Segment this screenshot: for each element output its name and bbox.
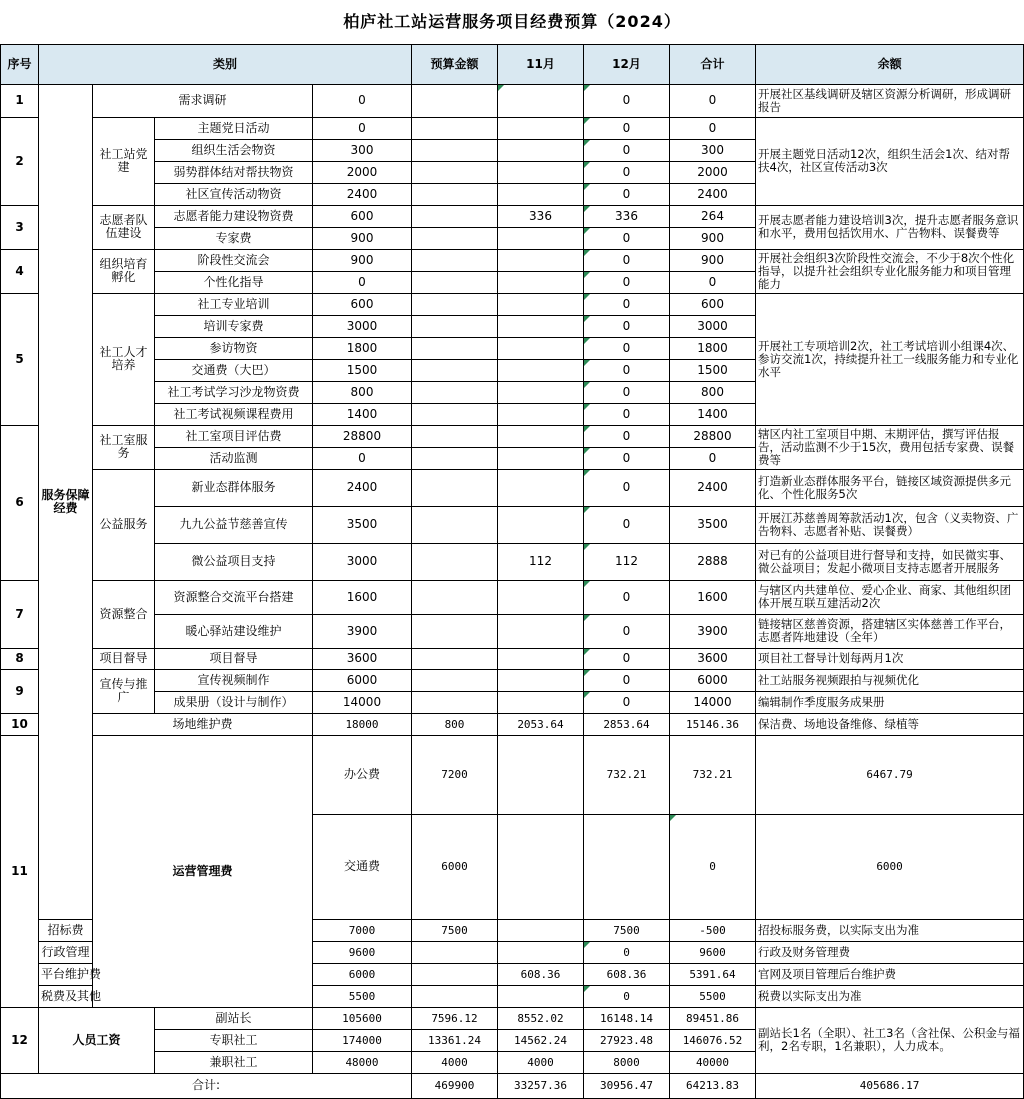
dec-cell [498, 425, 584, 447]
budget-cell: 0 [313, 447, 412, 469]
total-cell: 0 [584, 359, 670, 381]
balance-cell: 6000 [756, 814, 1024, 919]
item-label: 专职社工 [155, 1029, 313, 1051]
total-cell: 0 [584, 293, 670, 315]
nov-cell [412, 359, 498, 381]
dec-cell [498, 161, 584, 183]
nov-cell: 4000 [412, 1051, 498, 1073]
dec-cell [498, 403, 584, 425]
subcategory-cell: 宣传与推广 [93, 669, 155, 713]
nov-cell [412, 963, 498, 985]
dec-cell [498, 648, 584, 669]
header-seq: 序号 [1, 44, 39, 84]
budget-cell: 2000 [313, 161, 412, 183]
dec-cell [498, 249, 584, 271]
balance-cell: -500 [670, 919, 756, 941]
total-cell: 0 [584, 614, 670, 648]
nov-cell [412, 543, 498, 580]
dec-cell [498, 985, 584, 1007]
nov-cell [412, 117, 498, 139]
total-cell: 0 [584, 469, 670, 506]
note-cell: 对已有的公益项目进行督导和支持，如民微实事、微公益项目；发起小微项目支持志愿者开展服务 [756, 543, 1024, 580]
nov-cell [412, 271, 498, 293]
balance-cell: 146076.52 [670, 1029, 756, 1051]
dec-cell [584, 814, 670, 919]
header-balance: 余额 [756, 44, 1024, 84]
balance-cell: 14000 [670, 691, 756, 713]
total-cell: 0 [584, 403, 670, 425]
budget-cell: 28800 [313, 425, 412, 447]
balance-cell: 264 [670, 205, 756, 227]
dec-cell [498, 84, 584, 117]
header-total: 合计 [670, 44, 756, 84]
balance-cell: 1400 [670, 403, 756, 425]
footer-balance: 405686.17 [756, 1073, 1024, 1098]
dec-cell: 732.21 [584, 735, 670, 814]
item-label: 培训专家费 [155, 315, 313, 337]
item-label: 九九公益节慈善宣传 [155, 506, 313, 543]
nov-cell [412, 506, 498, 543]
header-budget: 预算金额 [412, 44, 498, 84]
item-label: 弱势群体结对帮扶物资 [155, 161, 313, 183]
budget-cell: 300 [313, 139, 412, 161]
note-cell: 与辖区内共建单位、爱心企业、商家、其他组织团体开展互联互建活动2次 [756, 580, 1024, 614]
nov-cell: 800 [412, 713, 498, 735]
budget-cell: 1500 [313, 359, 412, 381]
dec-cell [498, 183, 584, 205]
balance-cell: 300 [670, 139, 756, 161]
footer-budget: 469900 [412, 1073, 498, 1098]
dec-cell [498, 941, 584, 963]
balance-cell: 1600 [670, 580, 756, 614]
item-label: 参访物资 [155, 337, 313, 359]
total-cell: 0 [584, 271, 670, 293]
dec-cell [498, 337, 584, 359]
total-cell: 0 [584, 580, 670, 614]
item-label: 成果册（设计与制作） [155, 691, 313, 713]
dec-cell [498, 139, 584, 161]
total-cell: 0 [584, 139, 670, 161]
total-cell: 0 [584, 669, 670, 691]
subcategory-cell: 志愿者队伍建设 [93, 205, 155, 249]
budget-cell: 48000 [313, 1051, 412, 1073]
total-cell: 0 [584, 447, 670, 469]
nov-cell [412, 161, 498, 183]
nov-cell [412, 337, 498, 359]
budget-cell: 900 [313, 227, 412, 249]
dec-cell [498, 359, 584, 381]
nov-cell [412, 941, 498, 963]
item-label: 交通费（大巴） [155, 359, 313, 381]
total-cell: 16148.14 [584, 1007, 670, 1029]
group-ops: 运营管理费 [93, 735, 313, 1007]
total-cell: 112 [584, 543, 670, 580]
balance-cell: 0 [670, 117, 756, 139]
balance-cell: 5500 [670, 985, 756, 1007]
item-label: 行政管理 [39, 941, 93, 963]
dec-cell [498, 580, 584, 614]
balance-cell: 900 [670, 249, 756, 271]
sheet-title: 柏庐社工站运营服务项目经费预算（2024） [1, 0, 1024, 44]
nov-cell [412, 315, 498, 337]
item-label: 活动监测 [155, 447, 313, 469]
seq-cell: 8 [1, 648, 39, 669]
note-cell: 社工站服务视频跟拍与视频优化 [756, 669, 1024, 691]
item-label: 兼职社工 [155, 1051, 313, 1073]
note-cell: 开展江苏慈善周筹款活动1次，包含（义卖物资、广告物料、志愿者补贴、误餐费） [756, 506, 1024, 543]
footer-nov: 33257.36 [498, 1073, 584, 1098]
nov-cell [412, 447, 498, 469]
dec-cell [498, 447, 584, 469]
nov-cell [412, 139, 498, 161]
dec-cell [498, 117, 584, 139]
nov-cell [412, 205, 498, 227]
group-staff: 人员工资 [39, 1007, 155, 1073]
total-cell: 7500 [584, 919, 670, 941]
item-label: 场地维护费 [93, 713, 313, 735]
budget-cell: 0 [313, 271, 412, 293]
budget-cell: 105600 [313, 1007, 412, 1029]
nov-cell [498, 735, 584, 814]
item-label: 社区宣传活动物资 [155, 183, 313, 205]
note-cell: 开展社工专项培训2次，社工考试培训小组课4次、参访交流1次，持续提升社工一线服务能力和专业化水平 [756, 293, 1024, 425]
nov-cell [412, 84, 498, 117]
item-label: 宣传视频制作 [155, 669, 313, 691]
nov-cell [412, 249, 498, 271]
dec-cell: 608.36 [498, 963, 584, 985]
subcategory-cell: 项目督导 [93, 648, 155, 669]
item-label: 微公益项目支持 [155, 543, 313, 580]
footer-label: 合计: [1, 1073, 412, 1098]
budget-cell: 2400 [313, 183, 412, 205]
item-label: 社工专业培训 [155, 293, 313, 315]
dec-cell [498, 506, 584, 543]
nov-cell [412, 403, 498, 425]
item-label: 社工考试学习沙龙物资费 [155, 381, 313, 403]
balance-cell: 2400 [670, 469, 756, 506]
item-label: 主题党日活动 [155, 117, 313, 139]
subcategory-cell: 公益服务 [93, 469, 155, 580]
nov-cell [412, 669, 498, 691]
seq-cell: 3 [1, 205, 39, 249]
dec-cell: 2053.64 [498, 713, 584, 735]
balance-cell: 1500 [670, 359, 756, 381]
budget-cell: 18000 [313, 713, 412, 735]
note-cell: 官网及项目管理后台维护费 [756, 963, 1024, 985]
total-cell: 0 [670, 814, 756, 919]
note-cell: 开展社会组织3次阶段性交流会，不少于8次个性化指导，以提升社会组织专业化服务能力和项目管理能力 [756, 249, 1024, 293]
item-label: 专家费 [155, 227, 313, 249]
item-label: 平台维护费 [39, 963, 93, 985]
note-cell: 编辑制作季度服务成果册 [756, 691, 1024, 713]
dec-cell [498, 919, 584, 941]
balance-cell: 600 [670, 293, 756, 315]
nov-cell [412, 614, 498, 648]
budget-cell: 1400 [313, 403, 412, 425]
seq-cell: 5 [1, 293, 39, 425]
total-cell: 0 [584, 381, 670, 403]
dec-cell: 112 [498, 543, 584, 580]
seq-cell: 9 [1, 669, 39, 713]
total-cell: 0 [584, 84, 670, 117]
item-label: 税费及其他 [39, 985, 93, 1007]
balance-cell: 3600 [670, 648, 756, 669]
subcategory-cell: 组织培育孵化 [93, 249, 155, 293]
balance-cell: 1800 [670, 337, 756, 359]
total-cell: 0 [584, 183, 670, 205]
balance-cell: 2888 [670, 543, 756, 580]
balance-cell: 3900 [670, 614, 756, 648]
budget-cell: 600 [313, 205, 412, 227]
item-label: 办公费 [313, 735, 412, 814]
balance-cell: 28800 [670, 425, 756, 447]
budget-cell: 900 [313, 249, 412, 271]
budget-cell: 2400 [313, 469, 412, 506]
note-cell: 保洁费、场地设备维修、绿植等 [756, 713, 1024, 735]
note-cell: 辖区内社工室项目中期、末期评估，撰写评估报告，活动监测不少于15次，费用包括专家费、误餐费等 [756, 425, 1024, 469]
nov-cell [412, 381, 498, 403]
note-cell: 开展志愿者能力建设培训3次，提升志愿者服务意识和水平，费用包括饮用水、广告物料、误餐费等 [756, 205, 1024, 249]
balance-cell: 6000 [670, 669, 756, 691]
item-label: 新业态群体服务 [155, 469, 313, 506]
total-cell: 0 [584, 691, 670, 713]
subcategory-cell: 资源整合 [93, 580, 155, 648]
dec-cell [498, 691, 584, 713]
budget-cell: 3900 [313, 614, 412, 648]
balance-cell: 0 [670, 447, 756, 469]
total-cell: 0 [584, 506, 670, 543]
note-cell: 开展社区基线调研及辖区资源分析调研，形成调研报告 [756, 84, 1024, 117]
dec-cell: 14562.24 [498, 1029, 584, 1051]
nov-cell [412, 425, 498, 447]
dec-cell: 8552.02 [498, 1007, 584, 1029]
balance-cell: 0 [670, 84, 756, 117]
total-cell: 0 [584, 117, 670, 139]
group-service: 服务保障经费 [39, 84, 93, 919]
total-cell: 27923.48 [584, 1029, 670, 1051]
balance-cell: 6467.79 [756, 735, 1024, 814]
header-category: 类别 [39, 44, 412, 84]
note-cell: 副站长1名（全职）、社工3名（含社保、公积金与福利，2名专职，1名兼职），人力成本。 [756, 1007, 1024, 1073]
budget-cell: 5500 [313, 985, 412, 1007]
balance-cell: 3000 [670, 315, 756, 337]
balance-cell: 2000 [670, 161, 756, 183]
subcategory-cell: 社工室服务 [93, 425, 155, 469]
budget-cell: 6000 [412, 814, 498, 919]
seq-cell: 10 [1, 713, 39, 735]
total-cell: 0 [584, 227, 670, 249]
item-label: 资源整合交流平台搭建 [155, 580, 313, 614]
note-cell: 打造新业态群体服务平台，链接区域资源提供多元化、个性化服务5次 [756, 469, 1024, 506]
nov-cell [412, 293, 498, 315]
item-label: 志愿者能力建设物资费 [155, 205, 313, 227]
budget-cell: 6000 [313, 669, 412, 691]
budget-cell: 3500 [313, 506, 412, 543]
note-cell: 开展主题党日活动12次，组织生活会1次、结对帮扶4次，社区宣传活动3次 [756, 117, 1024, 205]
item-label: 招标费 [39, 919, 93, 941]
balance-cell: 40000 [670, 1051, 756, 1073]
total-cell: 0 [584, 941, 670, 963]
budget-cell: 0 [313, 84, 412, 117]
seq-cell: 7 [1, 580, 39, 648]
item-label: 社工室项目评估费 [155, 425, 313, 447]
subcategory-cell: 社工人才培养 [93, 293, 155, 425]
seq-cell: 1 [1, 84, 39, 117]
dec-cell: 336 [498, 205, 584, 227]
total-cell: 0 [584, 648, 670, 669]
nov-cell: 13361.24 [412, 1029, 498, 1051]
header-dec: 12月 [584, 44, 670, 84]
budget-cell: 1800 [313, 337, 412, 359]
note-cell: 税费以实际支出为准 [756, 985, 1024, 1007]
budget-cell: 14000 [313, 691, 412, 713]
dec-cell [498, 669, 584, 691]
budget-cell: 0 [313, 117, 412, 139]
total-cell: 0 [584, 161, 670, 183]
footer-dec: 30956.47 [584, 1073, 670, 1098]
balance-cell: 15146.36 [670, 713, 756, 735]
budget-cell: 7000 [313, 919, 412, 941]
budget-cell: 800 [313, 381, 412, 403]
balance-cell: 5391.64 [670, 963, 756, 985]
budget-cell: 174000 [313, 1029, 412, 1051]
balance-cell: 800 [670, 381, 756, 403]
seq-cell: 11 [1, 735, 39, 1007]
nov-cell: 7596.12 [412, 1007, 498, 1029]
note-cell: 行政及财务管理费 [756, 941, 1024, 963]
dec-cell [498, 293, 584, 315]
note-cell: 链接辖区慈善资源，搭建辖区实体慈善工作平台，志愿者阵地建设（全年） [756, 614, 1024, 648]
item-label: 组织生活会物资 [155, 139, 313, 161]
balance-cell: 9600 [670, 941, 756, 963]
note-cell: 项目社工督导计划每两月1次 [756, 648, 1024, 669]
total-cell: 8000 [584, 1051, 670, 1073]
dec-cell [498, 271, 584, 293]
footer-total: 64213.83 [670, 1073, 756, 1098]
dec-cell [498, 315, 584, 337]
budget-cell: 3000 [313, 315, 412, 337]
balance-cell: 2400 [670, 183, 756, 205]
item-label: 需求调研 [93, 84, 313, 117]
dec-cell [498, 614, 584, 648]
seq-cell: 12 [1, 1007, 39, 1073]
nov-cell [412, 469, 498, 506]
note-cell: 招投标服务费，以实际支出为准 [756, 919, 1024, 941]
total-cell: 608.36 [584, 963, 670, 985]
dec-cell [498, 469, 584, 506]
nov-cell [412, 691, 498, 713]
header-nov: 11月 [498, 44, 584, 84]
item-label: 个性化指导 [155, 271, 313, 293]
item-label: 暖心驿站建设维护 [155, 614, 313, 648]
item-label: 交通费 [313, 814, 412, 919]
total-cell: 0 [584, 985, 670, 1007]
nov-cell [412, 580, 498, 614]
nov-cell [412, 227, 498, 249]
balance-cell: 0 [670, 271, 756, 293]
nov-cell: 7500 [412, 919, 498, 941]
balance-cell: 89451.86 [670, 1007, 756, 1029]
total-cell: 2853.64 [584, 713, 670, 735]
budget-cell: 600 [313, 293, 412, 315]
item-label: 项目督导 [155, 648, 313, 669]
dec-cell: 4000 [498, 1051, 584, 1073]
nov-cell [412, 183, 498, 205]
dec-cell [498, 227, 584, 249]
seq-cell: 6 [1, 425, 39, 580]
total-cell: 0 [584, 249, 670, 271]
budget-cell: 1600 [313, 580, 412, 614]
budget-cell: 3000 [313, 543, 412, 580]
balance-cell: 900 [670, 227, 756, 249]
dec-cell [498, 381, 584, 403]
seq-cell: 4 [1, 249, 39, 293]
item-label: 阶段性交流会 [155, 249, 313, 271]
item-label: 社工考试视频课程费用 [155, 403, 313, 425]
nov-cell [412, 648, 498, 669]
budget-cell: 7200 [412, 735, 498, 814]
nov-cell [412, 985, 498, 1007]
budget-cell: 9600 [313, 941, 412, 963]
total-cell: 336 [584, 205, 670, 227]
total-cell: 0 [584, 425, 670, 447]
total-cell: 0 [584, 315, 670, 337]
budget-cell: 6000 [313, 963, 412, 985]
budget-cell: 3600 [313, 648, 412, 669]
total-cell: 0 [584, 337, 670, 359]
balance-cell: 3500 [670, 506, 756, 543]
nov-cell [498, 814, 584, 919]
total-cell: 732.21 [670, 735, 756, 814]
subcategory-cell: 社工站党建 [93, 117, 155, 205]
item-label: 副站长 [155, 1007, 313, 1029]
seq-cell: 2 [1, 117, 39, 205]
